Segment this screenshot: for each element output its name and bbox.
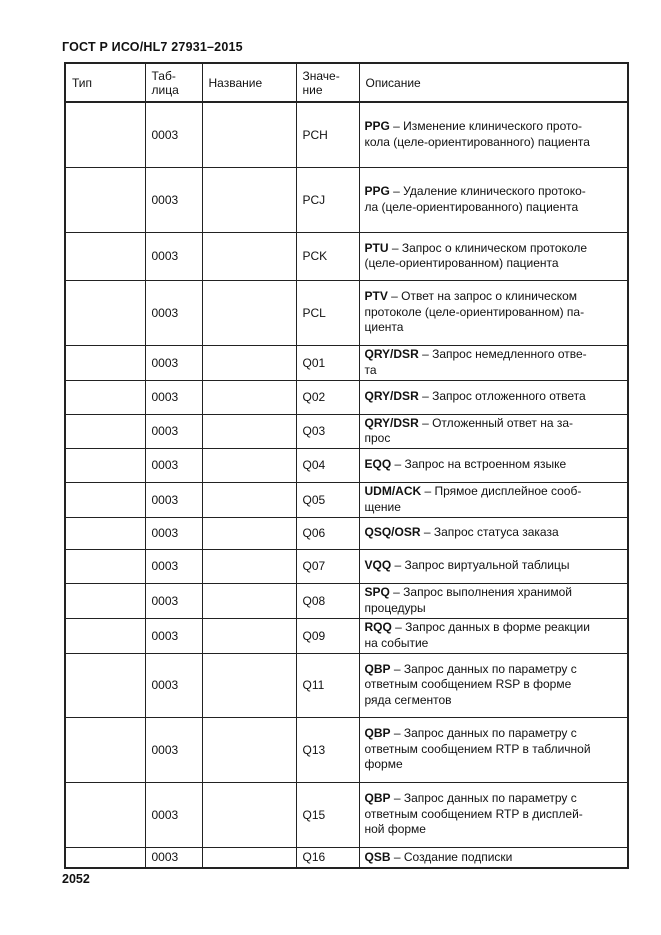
cell-description [359, 847, 628, 868]
table-row [65, 782, 628, 847]
message-code: UDM/ACK [364, 484, 422, 498]
message-code: PPG [364, 184, 390, 198]
cell-name [202, 448, 296, 482]
message-code: QRY/DSR [364, 389, 419, 404]
cell-name [202, 618, 296, 653]
table-row [65, 380, 628, 414]
table-row [65, 167, 628, 232]
cell-name [202, 102, 296, 167]
cell-description [359, 280, 628, 345]
cell-description [359, 653, 628, 717]
cell-name [202, 653, 296, 717]
message-code: QRY/DSR [364, 415, 419, 430]
cell-value: Q13 [296, 717, 359, 782]
description-text: – Запрос на встроенном языке [391, 457, 567, 472]
message-code: PPG [364, 119, 390, 134]
cell-value: Q08 [296, 583, 359, 618]
description-text: – Прямое дисплейное сооб- щение [364, 484, 582, 514]
description-text: – Запрос выполнения хранимой процедуры [364, 585, 572, 615]
cell-type [65, 380, 145, 414]
column-header-table: Таб- лица [145, 63, 202, 102]
cell-name [202, 380, 296, 414]
cell-value: Q09 [296, 618, 359, 653]
cell-value: PCK [296, 232, 359, 280]
cell-name [202, 280, 296, 345]
cell-type [65, 232, 145, 280]
message-code: SPQ [364, 585, 390, 599]
document-header: ГОСТ Р ИСО/HL7 27931–2015 [62, 40, 243, 54]
codes-table [64, 62, 629, 869]
cell-description [359, 549, 628, 583]
table-header-row [65, 63, 628, 102]
cell-type [65, 167, 145, 232]
description-text: – Ответ на запрос о клиническом протоколе (целе-ориентированном) па- циента [364, 289, 585, 335]
description-text: – Отложенный ответ на за- прос [364, 415, 573, 445]
column-header-value: Значе- ние [296, 63, 359, 102]
cell-value: Q07 [296, 549, 359, 583]
cell-description [359, 102, 628, 167]
cell-table: 0003 [145, 482, 202, 517]
cell-name [202, 167, 296, 232]
cell-value: Q02 [296, 380, 359, 414]
cell-name [202, 345, 296, 380]
cell-name [202, 847, 296, 868]
cell-name [202, 717, 296, 782]
cell-value: Q06 [296, 517, 359, 549]
cell-type [65, 717, 145, 782]
cell-type [65, 549, 145, 583]
cell-table: 0003 [145, 232, 202, 280]
table-row [65, 414, 628, 448]
message-code: PTU [364, 240, 389, 255]
cell-description [359, 232, 628, 280]
table-row [65, 583, 628, 618]
cell-name [202, 517, 296, 549]
cell-table: 0003 [145, 167, 202, 232]
cell-table: 0003 [145, 653, 202, 717]
cell-table: 0003 [145, 102, 202, 167]
cell-table: 0003 [145, 280, 202, 345]
cell-type [65, 414, 145, 448]
cell-table: 0003 [145, 380, 202, 414]
cell-value: Q16 [296, 847, 359, 868]
message-code: QBP [364, 791, 391, 806]
table-row [65, 847, 628, 868]
table-row [65, 482, 628, 517]
cell-description [359, 345, 628, 380]
cell-value: Q03 [296, 414, 359, 448]
cell-name [202, 232, 296, 280]
description-text: – Запрос статуса заказа [420, 525, 559, 540]
description-text: – Создание подписки [390, 849, 513, 864]
cell-table: 0003 [145, 414, 202, 448]
cell-table: 0003 [145, 345, 202, 380]
table-row [65, 448, 628, 482]
column-header-description: Описание [359, 63, 628, 102]
cell-value: PCJ [296, 167, 359, 232]
table-row [65, 232, 628, 280]
description-text: – Изменение клинического прото- кола (целе-ориентированного) пациента [364, 119, 590, 149]
message-code: QBP [364, 726, 391, 741]
cell-table: 0003 [145, 448, 202, 482]
cell-value: Q04 [296, 448, 359, 482]
message-code: VQQ [364, 558, 392, 573]
cell-table: 0003 [145, 583, 202, 618]
description-text: – Запрос данных по параметру с ответным сообщением RSP в форме ряда сегментов [364, 661, 577, 707]
cell-type [65, 482, 145, 517]
cell-table: 0003 [145, 717, 202, 782]
message-code: RQQ [364, 620, 392, 634]
cell-table: 0003 [145, 782, 202, 847]
message-code: QSQ/OSR [364, 525, 421, 540]
cell-description [359, 583, 628, 618]
table-body [65, 102, 628, 868]
description-text: – Запрос о клиническом протоколе (целе-ориентированном) пациента [364, 240, 588, 270]
cell-name [202, 414, 296, 448]
table-row [65, 717, 628, 782]
cell-type [65, 782, 145, 847]
cell-description [359, 782, 628, 847]
description-text: – Удаление клинического протоко- ла (целе-ориентированного) пациента [364, 184, 586, 214]
cell-type [65, 448, 145, 482]
table-row [65, 345, 628, 380]
table-row [65, 653, 628, 717]
page-number: 2052 [62, 872, 90, 886]
description-text: – Запрос данных в форме реакции на событие [364, 620, 590, 650]
cell-table: 0003 [145, 618, 202, 653]
cell-type [65, 102, 145, 167]
table-row [65, 280, 628, 345]
table-row [65, 618, 628, 653]
cell-type [65, 345, 145, 380]
cell-table: 0003 [145, 549, 202, 583]
message-code: QSB [364, 849, 391, 864]
message-code: EQQ [364, 457, 392, 472]
cell-name [202, 782, 296, 847]
description-text: – Запрос данных по параметру с ответным сообщением RTP в дисплей- ной форме [364, 791, 583, 837]
cell-value: Q15 [296, 782, 359, 847]
description-text: – Запрос отложенного ответа [418, 389, 586, 404]
cell-type [65, 653, 145, 717]
cell-description [359, 482, 628, 517]
cell-value: PCL [296, 280, 359, 345]
cell-name [202, 482, 296, 517]
cell-description [359, 414, 628, 448]
cell-description [359, 448, 628, 482]
cell-description [359, 618, 628, 653]
cell-name [202, 549, 296, 583]
message-code: PTV [364, 289, 388, 304]
cell-name [202, 583, 296, 618]
cell-description [359, 717, 628, 782]
description-text: – Запрос данных по параметру с ответным сообщением RTP в табличной форме [364, 726, 591, 772]
cell-value: Q11 [296, 653, 359, 717]
cell-description [359, 517, 628, 549]
cell-table: 0003 [145, 517, 202, 549]
cell-type [65, 517, 145, 549]
cell-value: PCH [296, 102, 359, 167]
cell-type [65, 583, 145, 618]
cell-description [359, 380, 628, 414]
cell-value: Q01 [296, 345, 359, 380]
description-text: – Запрос виртуальной таблицы [391, 558, 570, 573]
cell-type [65, 618, 145, 653]
cell-description [359, 167, 628, 232]
cell-table: 0003 [145, 847, 202, 868]
table-row [65, 517, 628, 549]
column-header-type: Тип [65, 63, 145, 102]
cell-value: Q05 [296, 482, 359, 517]
message-code: QRY/DSR [364, 347, 419, 361]
message-code: QBP [364, 661, 391, 676]
table-row [65, 549, 628, 583]
cell-type [65, 847, 145, 868]
cell-type [65, 280, 145, 345]
description-text: – Запрос немедленного отве- та [364, 347, 587, 377]
column-header-name: Название [202, 63, 296, 102]
table-row [65, 102, 628, 167]
